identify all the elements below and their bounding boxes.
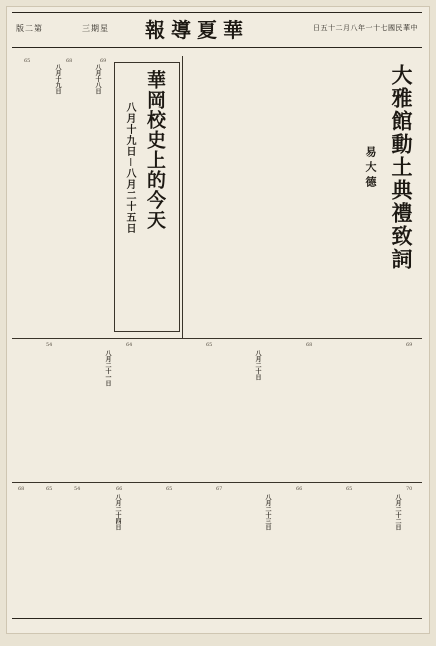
main-article-byline: 易大德 (364, 146, 377, 191)
year-marker: 66 (296, 486, 303, 492)
issue-date: 日五十二月八年一十七國民華中 (313, 24, 418, 32)
year-marker: 68 (66, 58, 73, 64)
main-article-title: 大雅館動土典禮致詞 (389, 64, 414, 271)
year-marker: 65 (346, 486, 353, 492)
year-marker: 54 (46, 342, 53, 348)
edition-label: 版二第 (16, 24, 43, 33)
year-marker: 65 (46, 486, 53, 492)
year-marker: 65 (24, 58, 31, 64)
year-marker: 69 (100, 58, 107, 64)
newspaper-page (6, 6, 430, 634)
history-text-top-left (16, 64, 110, 334)
weekday-label: 三期星 (82, 24, 109, 33)
day-heading: 八月二十三日 (264, 494, 271, 530)
year-marker: 65 (166, 486, 173, 492)
year-marker: 67 (216, 486, 223, 492)
section-separator-2 (12, 482, 422, 483)
year-marker: 69 (406, 342, 413, 348)
year-marker: 70 (406, 486, 413, 492)
main-article-body (266, 64, 358, 334)
day-heading: 八月二十四日 (114, 494, 121, 530)
history-text-bottom (16, 490, 422, 614)
day-heading: 八月十九日 (54, 64, 61, 94)
day-heading: 八月二十一日 (104, 350, 111, 386)
year-marker: 68 (306, 342, 313, 348)
history-section-title: 華岡校史上的今天 (144, 70, 166, 230)
history-text-middle (16, 346, 422, 478)
day-heading: 八月二十二日 (394, 494, 401, 530)
masthead: 報導夏華 (145, 18, 249, 42)
year-marker: 66 (116, 486, 123, 492)
day-heading: 八月二十日 (254, 350, 261, 380)
year-marker: 54 (74, 486, 81, 492)
year-marker: 65 (206, 342, 213, 348)
day-heading: 八月十八日 (94, 64, 101, 94)
section-separator (12, 338, 422, 339)
page-footer (12, 618, 422, 629)
year-marker: 64 (126, 342, 133, 348)
page-header (12, 12, 422, 48)
history-section-date: 八月十九日－八月二十五日 (124, 102, 135, 234)
year-marker: 68 (18, 486, 25, 492)
main-article-body-2 (186, 64, 261, 334)
column-separator (182, 56, 183, 338)
